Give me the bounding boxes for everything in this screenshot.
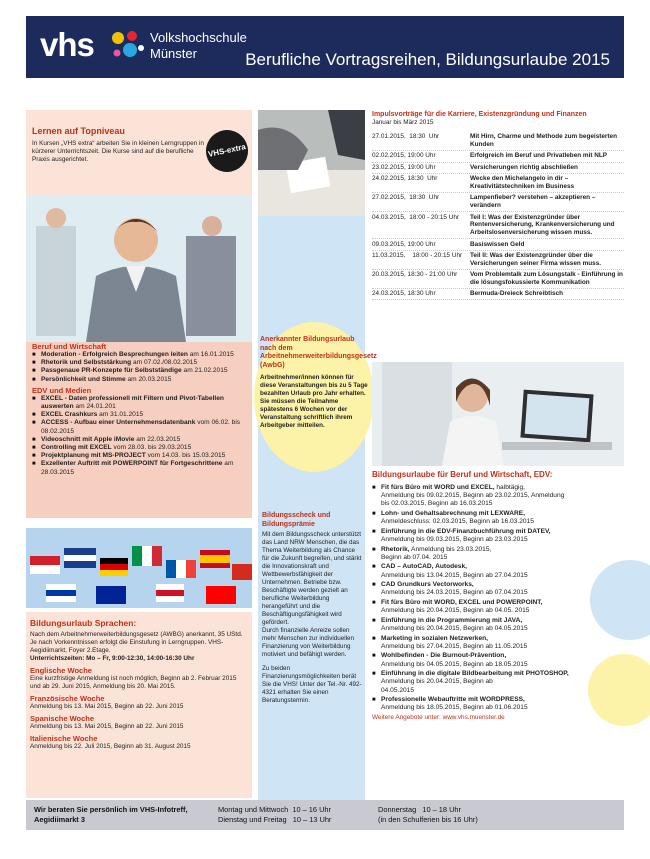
bildungsurlaub-extra: Anmeldung bis 20.04.2015, Beginn ab [381, 678, 493, 686]
event-date: 04.03.2015, 18:00 - 20:15 Uhr [372, 213, 460, 221]
course-title: Passgenaue PR-Konzepte für Selbstständige [41, 367, 182, 375]
course-title: EXCEL Crashkurs [41, 411, 98, 419]
course-title: ACCESS - Aufbau einer Unternehmensdatenbank [41, 419, 196, 427]
event-date: 09.03.2015, 19:00 Uhr [372, 240, 436, 248]
course-item[interactable] [32, 351, 246, 359]
impuls-sub: Januar bis März 2015 [372, 119, 434, 126]
bildungsurlaub-title: CAD – AutoCAD, Autodesk, [381, 563, 467, 571]
bildungsurlaub-dates: Anmeldung bis 24.03.2015, Beginn ab 07.04.2015 [381, 589, 528, 597]
course-title: Persönlichkeit und Stimme [41, 375, 126, 383]
impuls-events [372, 132, 624, 300]
vhs-extra-badge: VHS-extra [202, 126, 252, 176]
scheck-text-3: Zu beiden Finanzierungsmöglichkeiten berät Sie die VHS! Unter der Tel.-Nr. 492-4321 erhalten Sie einen Beratungstermin. [262, 665, 362, 704]
bildungsurlaub-title: Wohlbefinden - Die Burnout-Prävention, [381, 652, 507, 660]
course-date: am 21.02.2015 [181, 367, 228, 375]
language-course-text: Anmeldung bis 22. Juli 2015, Beginn ab 31. August 2015 [30, 743, 191, 750]
event-row[interactable] [372, 289, 624, 300]
language-course-title[interactable]: Französische Woche [30, 694, 105, 703]
bildungsurlaub-item[interactable] [372, 563, 572, 579]
bildungsurlaub-item[interactable] [372, 599, 572, 615]
bildungsurlaub-dates: Anmeldung bis 09.03.2015, Beginn ab 23.03.2015 [381, 536, 528, 543]
course-date: am 31.01.2015 [97, 411, 144, 419]
language-course-text: Anmeldung bis 13. Mai 2015, Beginn ab 22. Juni 2015 [30, 703, 184, 710]
bildungsurlaub-dates: Anmeldung bis 18.05.2015, Beginn ab 01.06.2015 [381, 704, 528, 712]
org-name: Volkshochschule [150, 30, 247, 45]
scheck-box [262, 512, 364, 705]
business-people-image [26, 196, 252, 342]
bildungsurlaub-dates: Anmeldung bis 20.04.2015, Beginn ab 04.05.2015 [381, 624, 528, 632]
event-title: Mit Hirn, Charme und Methode zum begeisterten Kunden [470, 133, 617, 149]
course-title: Exzellenter Auftritt mit POWERPOINT für Fortgeschrittene [41, 460, 223, 468]
bildungsurlaub-title: Professionelle Webauftritte mit WORDPRESS, [381, 696, 525, 704]
language-course-title[interactable]: Spanische Woche [30, 714, 95, 723]
bildungsurlaub-item[interactable] [372, 617, 572, 633]
bildungsurlaub-dates: Anmeldeschluss: 02.03.2015, Beginn ab 16.03.2015 [381, 518, 534, 526]
course-date: am 20.03.2015 [125, 375, 172, 383]
bildungsurlaub-title: Fit fürs Büro mit WORD, EXCEL und POWERPOINT, [381, 598, 543, 606]
sprachen-heading: Bildungsurlaub Sprachen: [30, 618, 137, 628]
event-title: Wecke den Michelangelo in dir – Kreativitätstechniken im Business [470, 175, 575, 191]
beruf-list [32, 351, 246, 384]
course-title: Videoschnitt mit Apple iMovie [41, 435, 135, 443]
course-item[interactable] [32, 411, 246, 419]
language-course-title[interactable]: Englische Woche [30, 666, 92, 675]
bu-edv-box [372, 470, 572, 721]
footer-hours-2: Dienstag und Freitag 10 – 13 Uhr [218, 815, 332, 824]
course-date: vom 14.03. bis 15.03.2015 [145, 452, 226, 460]
course-item[interactable] [32, 376, 246, 384]
topniveau-box [26, 110, 252, 196]
event-row[interactable] [372, 270, 624, 289]
bildungsurlaub-extra: Anmeldung bis 23.03.2015, [409, 545, 492, 553]
scheck-text-1: Mit dem Bildungsscheck unterstützt das Land NRW Menschen, die das Thema Weiterbildung als Chance für die Zukunft begreifen, und stärkt die Innovationskraft und Wettbewerbsfähigkeit der Unternehmen. Betriebe bzw. Beschäftigte werden gezielt an berufliche Weiterbildung herangeführt und die Beschäftigungsfähigkeit wird gefördert. [262, 531, 362, 626]
page-title: Berufliche Vortragsreihen, Bildungsurlaube 2015 [245, 50, 610, 69]
vhs-logo: vhs [40, 26, 94, 63]
org-city: Münster [150, 46, 197, 61]
event-row[interactable] [372, 163, 624, 174]
more-offers-link[interactable]: Weitere Angebote unter: www.vhs.muenster.de [372, 713, 505, 721]
language-course-title[interactable]: Italienische Woche [30, 734, 98, 743]
event-title: Basiswissen Geld [470, 240, 525, 248]
bildungsurlaub-title: Einführung in die EDV-Finanzbuchführung mit DATEV, [381, 527, 551, 535]
bu-edv-list [372, 484, 572, 713]
page-header [26, 16, 624, 78]
course-title: Controlling mit EXCEL [41, 444, 112, 452]
course-date: am 22.03.2015 [134, 435, 181, 443]
bildungsurlaub-item[interactable] [372, 635, 572, 651]
office-meeting-image [258, 110, 365, 216]
bildungsurlaub-title: CAD Grundkurs Vectorworks, [381, 581, 474, 589]
bildungsurlaub-title: Marketing in sozialen Netzwerken, [381, 634, 488, 642]
anerkannt-text: Arbeitnehmer/innen können für diese Veranstaltungen bis zu 5 Tage bezahlten Urlaub pro Jahr erhalten. Sie müssen die Teilnahme spätestens 6 Wochen vor der Veranstaltung schriftlich ihrem Arbeitgeber mitteilen. [260, 374, 368, 429]
beruf-heading: Beruf und Wirtschaft [32, 342, 107, 351]
bildungsurlaub-item[interactable] [372, 696, 572, 712]
bildungsurlaub-title: Einführung in die digitale Bildbearbeitung mit PHOTOSHOP, [381, 670, 569, 678]
bildungsurlaub-item[interactable] [372, 528, 572, 544]
event-row[interactable] [372, 174, 624, 193]
event-title: Lampenfieber? verstehen – akzeptieren – verändern [470, 194, 596, 210]
event-date: 02.02.2015, 19:00 Uhr [372, 152, 436, 160]
bildungsurlaub-dates: Anmeldung bis 13.04.2015, Beginn ab 27.04.2015 [381, 571, 528, 579]
bildungsurlaub-dates: Anmeldung bis 27.04.2015, Beginn ab 11.05.2015 [381, 642, 528, 650]
course-item[interactable] [32, 419, 246, 435]
bildungsurlaub-item[interactable] [372, 510, 572, 526]
event-title: Teil II: Was der Existenzgründer über die Versicherungen seiner Firma wissen muss. [470, 252, 602, 267]
edv-list [32, 395, 246, 477]
course-item[interactable] [32, 359, 246, 367]
course-item[interactable] [32, 436, 246, 444]
course-title: Projektplanung mit MS-PROJECT [41, 452, 146, 460]
bildungsurlaub-item[interactable] [372, 546, 572, 562]
sprachen-times: Unterrichtszeiten: Mo – Fr, 9:00-12:30, 14:00-16:30 Uhr [30, 655, 195, 662]
language-course-text: Anmeldung bis 13. Mai 2015, Beginn ab 22. Juni 2015 [30, 723, 184, 730]
event-row[interactable] [372, 193, 624, 212]
event-row[interactable] [372, 251, 624, 270]
office-photo [258, 110, 365, 216]
logo-dots-icon [108, 28, 148, 68]
course-item[interactable] [32, 367, 246, 375]
anerkannt-heading: Anerkannter Bildungsurlaub nach dem Arbeitnehmerweiterbildungsgesetz (AwbG) [260, 336, 377, 369]
footer-hours-4: (in den Schulferien bis 16 Uhr) [378, 815, 478, 824]
bildungsurlaub-title: Lohn- und Gehaltsabrechnung mit LEXWARE, [381, 510, 525, 517]
event-date: 20.03.2015, 18:30 - 21:00 Uhr [372, 271, 458, 279]
event-title: Teil I: Was der Existenzgründer über Rentenversicherung, Krankenversicherung und Arbeitslosenversicherung wissen muss. [470, 213, 615, 237]
edv-heading: EDV und Medien [32, 385, 92, 395]
event-row[interactable] [372, 132, 624, 151]
event-row[interactable] [372, 212, 624, 239]
sprachen-box [26, 612, 252, 798]
event-date: 11.03.2015, 18:00 - 20:15 Uhr [372, 252, 463, 260]
event-date: 27.02.2015, 18:30 Uhr [372, 194, 440, 202]
event-date: 23.02.2015, 19:00 Uhr [372, 163, 436, 171]
laptop-user-image [372, 362, 624, 466]
course-title: Moderation - Erfolgreich Besprechungen leiten [41, 351, 188, 358]
bildungsurlaub-dates: Anmeldung bis 09.02.2015, Beginn ab 23.02.2015, Anmeldung bis 02.03.2015, Beginn ab 16.03.2015 [381, 492, 565, 508]
course-title: Rhetorik und Selbststärkung [41, 359, 132, 367]
bildungsurlaub-dates: Beginn ab 07.04. 2015 [381, 553, 448, 561]
course-date: am 16.01.2015 [187, 351, 234, 358]
course-date: am 28.03.2015 [41, 460, 234, 476]
scheck-text-2: Durch finanzielle Anreize sollen mehr Menschen zur individuellen Finanzierung von Weiterbildung motiviert und befähigt werden. [262, 627, 355, 658]
bu-edv-heading: Bildungsurlaube für Beruf und Wirtschaft, EDV: [372, 470, 553, 479]
footer-infobar [26, 800, 624, 830]
event-title: Vom Problemtalk zum Lösungstalk - Einführung in die lösungsfokussierte Kommunikation [470, 271, 623, 286]
bildungsurlaub-dates: Anmeldung bis 04.05.2015, Beginn ab 18.05.2015 [381, 660, 528, 668]
bildungsurlaub-item[interactable] [372, 484, 572, 509]
bildungsurlaub-dates: Anmeldung bis 20.04.2015, Beginn ab 04.05. 2015 [381, 607, 530, 615]
course-date: vom 06.02. bis 08.02.2015 [41, 419, 241, 435]
beruf-edv-box [26, 342, 252, 518]
event-title: Erfolgreich im Beruf und Privatleben mit NLP [470, 152, 608, 160]
footer-hours-1: Montag und Mittwoch 10 – 16 Uhr [218, 805, 331, 814]
bildungsurlaub-item[interactable] [372, 581, 572, 597]
course-title: EXCEL - Daten professionell mit Filtern und Pivot-Tabellen auswerten [41, 394, 224, 411]
decorative-circles [560, 560, 650, 730]
event-row[interactable] [372, 151, 624, 162]
language-course-text: Eine kurzfristige Anmeldung ist noch möglich, Beginn ab 2. Februar 2015 und ab 29. Juni 2015, Anmeldung bis 20. Mai 2015. [30, 675, 237, 690]
sprachen-courses [30, 666, 248, 751]
bildungsurlaub-title: Fit fürs Büro mit WORD und EXCEL, [381, 484, 495, 491]
course-date: am 24.01.201 [73, 403, 116, 411]
footer-lead: Wir beraten Sie persönlich im VHS-Infotreff, Aegidiimarkt 3 [34, 805, 188, 824]
bildungsurlaub-extra: halbtägig, [494, 484, 525, 491]
course-item[interactable] [32, 444, 246, 452]
topniveau-text: In Kursen „VHS extra“ arbeiten Sie in kleinen Lerngruppen in kürzerer Unterrichtszeit. Die Kurse sind auf die berufliche Praxis ausgerichtet. [32, 140, 204, 163]
flags-image [26, 528, 252, 608]
bildungsurlaub-item[interactable] [372, 670, 572, 695]
scheck-heading: Bildungsscheck und Bildungsprämie [262, 512, 331, 528]
laptop-photo [372, 362, 624, 466]
event-row[interactable] [372, 239, 624, 250]
bildungsurlaub-dates: 04.05.2015 [381, 686, 415, 694]
course-date: am 07.02./08.02.2015 [131, 359, 198, 367]
sprachen-intro: Nach dem Arbeitnehmerweiterbildungsgesetz (AWBG) anerkannt, 35 UStd. Je nach Vorkenntnissen erfolgt die Einstufung in Lerngruppen. VHS-Aegidiimarkt, Foyer 2.Etage. [30, 631, 243, 654]
event-date: 24.02.2015, 18:30 Uhr [372, 175, 438, 183]
course-date: vom 28.03. bis 29.03.2015 [111, 444, 192, 452]
bildungsurlaub-title: Rhetorik, [381, 545, 410, 553]
course-item[interactable] [32, 452, 246, 460]
event-title: Bermuda-Dreieck Schreibtisch [470, 290, 564, 298]
impuls-heading: Impulsvorträge für die Karriere, Existenzgründung und Finanzen [372, 111, 587, 118]
event-title: Versicherungen richtig abschließen [470, 163, 578, 171]
course-item[interactable] [32, 460, 246, 476]
impuls-box [372, 110, 624, 300]
footer-hours-3: Donnerstag 10 – 18 Uhr [378, 805, 461, 814]
anerkannt-box [260, 336, 377, 430]
topniveau-heading: Lernen auf Topniveau [32, 126, 125, 136]
event-date: 27.01.2015, 18:30 Uhr [372, 133, 440, 141]
business-team-photo [26, 196, 252, 342]
bildungsurlaub-item[interactable] [372, 652, 572, 668]
course-item[interactable] [32, 395, 246, 411]
bildungsurlaub-title: Einführung in die Programmierung mit JAVA, [381, 616, 523, 624]
flags-photo [26, 528, 252, 608]
event-date: 24.03.2015, 18:30 Uhr [372, 290, 436, 298]
